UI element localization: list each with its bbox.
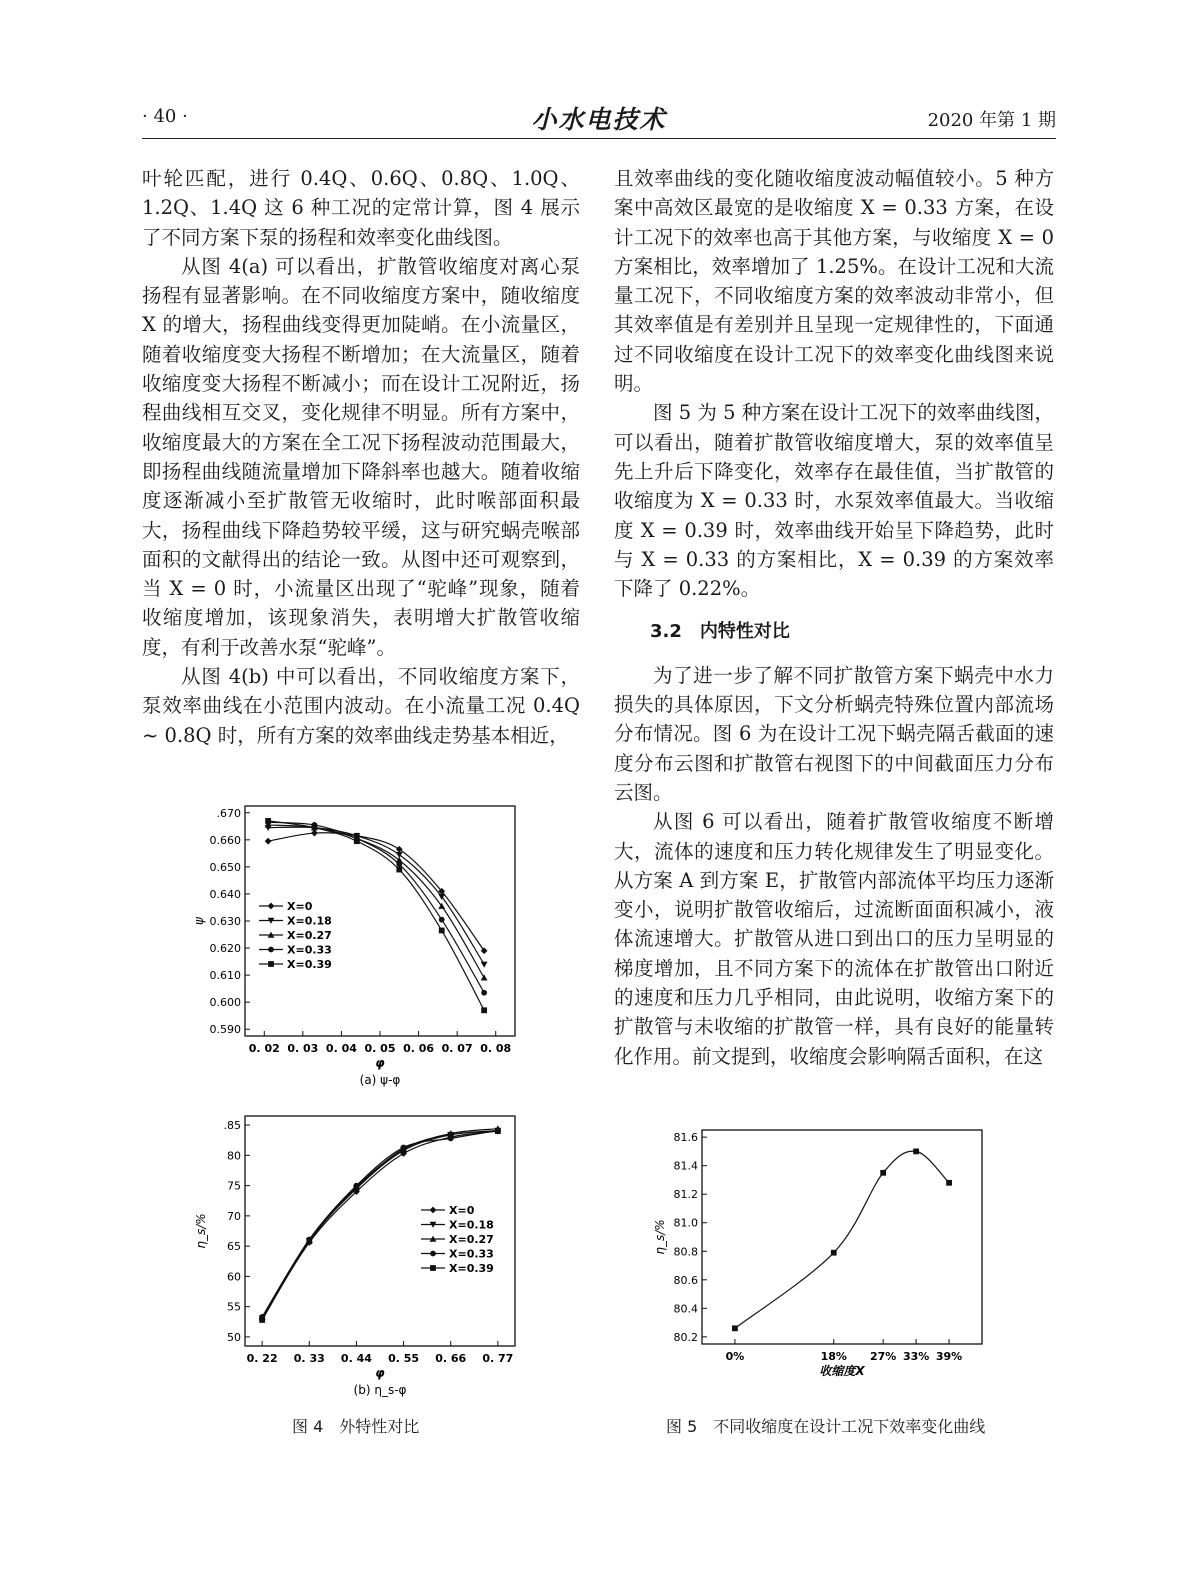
y-tick-label: 0.660 [209,833,241,847]
chart-title: (a) ψ-φ [359,1073,401,1087]
plot-frame [702,1130,982,1344]
data-point [354,1185,360,1191]
x-tick-label: 33% [902,1350,930,1363]
y-tick-label: 70 [227,1209,241,1223]
y-tick-label: 0.610 [209,969,241,983]
legend-label: X=0.33 [287,943,332,957]
x-tick-label: 27% [870,1350,897,1363]
chart-title: (b) η_s-φ [353,1383,407,1397]
y-tick-label: 50 [227,1330,241,1344]
journal-title: 小水电技术 [531,105,667,134]
data-point [306,1238,312,1244]
x-tick-label: 0. 55 [388,1352,420,1365]
y-tick-label: .85 [223,1119,241,1133]
section-heading: 3.2 内特性对比 [650,621,790,643]
x-tick-label: 0. 07 [441,1042,473,1055]
legend-label: X=0.39 [449,1262,494,1275]
legend-label: X=0.27 [287,929,332,942]
data-point [946,1180,952,1186]
y-tick-label: 80.4 [673,1302,698,1316]
data-point [439,928,445,934]
legend-label: X=0.18 [287,914,332,928]
y-tick-label: 0.630 [209,915,241,928]
y-tick-label: 0.650 [209,860,241,874]
y-tick-label: 0.620 [209,942,241,956]
y-axis-label: ψ [192,917,206,925]
x-tick-label: 0. 22 [246,1352,278,1365]
paragraph: 且效率曲线的变化随收缩度波动幅值较小。5 种方案中高效区最宽的是收缩度 X = 0.33 方案，在设计工况下的效率也高于其他方案，与收缩度 X = 0 方案相比，效率增加了 1.25%。在设计工况和大流量工况下，不同收缩度方案的效率波动非常小，但其效率值是有差别并且呈现一定规律性的，下面通过不同收缩度在设计工况下的效率变化曲线图来说明。 [614,167,1054,396]
legend-marker [430,1251,436,1257]
issue-label: 2020 年第 1 期 [927,110,1056,131]
y-tick-label: 55 [227,1300,241,1314]
right-column [614,164,1054,1071]
legend-marker [430,1265,436,1271]
x-tick-label: 0. 33 [293,1352,325,1365]
legend-marker [268,947,274,953]
x-axis-label: φ [375,1366,385,1380]
paragraph: 图 5 为 5 种方案在设计工况下的效率曲线图，可以看出，随着扩散管收缩度增大，泵的效率值呈先上升后下降变化，效率存在最佳值，当扩散管的收缩度为 X = 0.33 时，水泵效率值最大。当收缩度 X = 0.39 时，效率曲线开始呈下降趋势，此时与 X = 0.33 的方案相比，X = 0.39 的方案效率下降了 0.22%。 [614,401,1054,601]
x-tick-label: 0. 66 [435,1352,467,1365]
y-tick-label: 60 [227,1270,241,1284]
data-point [831,1250,837,1256]
x-tick-label: 18% [820,1350,847,1363]
data-point [448,1132,454,1138]
data-point [913,1149,919,1155]
legend-label: X=0.33 [449,1247,494,1261]
y-tick-label: 0.600 [209,996,241,1010]
x-tick-label: 0. 06 [403,1042,435,1055]
y-axis-label: η_s/% [653,1219,667,1255]
x-tick-label: 0% [725,1350,745,1363]
legend-marker [430,1207,437,1214]
paragraph: 从图 4(a) 可以看出，扩散管收缩度对离心泵扬程有显著影响。在不同收缩度方案中，随收缩度 X 的增大，扬程曲线变得更加陡峭。在小流量区，随着收缩度变大扬程不断增加；在大流量区，随着收缩度变大扬程不断减小；而在设计工况附近，扬程曲线相互交叉，变化规律不明显。所有方案中，收缩度最大的方案在全工况下扬程波动范围最大，即扬程曲线随流量增加下降斜率也越大。随着收缩度逐渐减小至扩散管无收缩时，此时喉部面积最大，扬程曲线下降趋势较平缓，这与研究蜗壳喉部面积的文献得出的结论一致。从图中还可观察到，当 X = 0 时，小流量区出现了“驼峰”现象，随着收缩度增加，该现象消失，表明增大扩散管收缩度，有利于改善水泵“驼峰”。 [142,254,580,659]
legend-label: X=0 [449,1204,475,1217]
data-point [396,846,403,853]
y-tick-label: 80.2 [673,1330,698,1344]
data-point [481,990,487,996]
data-point [880,1170,886,1176]
chart-efficiency-vs-contraction [640,1118,1000,1398]
paragraph: 为了进一步了解不同扩散管方案下蜗壳中水力损失的具体原因，下文分析蜗壳特殊位置内部流场分布情况。图 6 为在设计工况下蜗壳隔舌截面的速度分布云图和扩散管右视图下的中间截面压力分布云图。 [614,663,1054,804]
legend-label: X=0.18 [449,1218,494,1232]
legend-label: X=0.39 [287,958,332,971]
y-tick-label: 81.0 [673,1216,698,1230]
y-axis-label: η_s/% [194,1213,208,1249]
chart-efficiency [195,1100,535,1400]
y-tick-label: .670 [216,806,241,820]
data-point [732,1325,738,1331]
data-point [401,1146,407,1152]
x-tick-label: 0. 08 [480,1042,512,1055]
figure-5-caption: 图 5 不同收缩度在设计工况下效率变化曲线 [666,1417,986,1436]
legend-marker [268,961,274,967]
y-tick-label: 81.2 [673,1188,698,1202]
data-point [481,962,488,968]
legend-label: X=0.27 [449,1233,494,1246]
data-point [265,838,272,845]
data-point [481,1007,487,1013]
legend-label: X=0 [287,900,313,913]
data-point [354,838,360,844]
y-tick-label: 65 [227,1240,241,1254]
data-point [312,825,318,831]
y-tick-label: 0.640 [209,887,241,901]
figure-4-caption: 图 4 外特性对比 [292,1417,420,1436]
data-point [396,861,402,867]
x-tick-label: 0. 44 [340,1352,372,1365]
series-line [735,1151,949,1328]
page-number: · 40 · [142,106,188,127]
data-point [259,1317,265,1323]
x-tick-label: 0. 03 [287,1042,319,1055]
y-tick-label: 80 [227,1149,241,1163]
x-tick-label: 0. 05 [364,1042,396,1055]
left-column [142,164,580,750]
y-tick-label: 80.8 [673,1245,698,1259]
data-point [265,818,271,824]
y-tick-label: 81.4 [673,1159,698,1173]
x-tick-label: 0. 02 [248,1042,280,1055]
data-point [439,917,445,923]
y-tick-label: 75 [227,1179,241,1193]
paragraph: 从图 4(b) 中可以看出，不同收缩度方案下，泵效率曲线在小范围内波动。在小流量工况 0.4Q ~ 0.8Q 时，所有方案的效率曲线走势基本相近， [142,665,580,747]
page-header [142,98,1056,139]
paragraph: 从图 6 可以看出，随着扩散管收缩度不断增大，流体的速度和压力转化规律发生了明显变化。从方案 A 到方案 E，扩散管内部流体平均压力逐渐变小，说明扩散管收缩后，过流断面面积减小，液体流速增大。扩散管从进口到出口的压力呈明显的梯度增加，且不同方案下的流体在扩散管出口附近的速度和压力几乎相同，由此说明，收缩方案下的扩散管与未收缩的扩散管一样，具有良好的能量转化作用。前文提到，收缩度会影响隔舌面积，在这 [614,810,1054,1068]
x-tick-label: 0. 04 [325,1042,357,1055]
x-axis-label: 收缩度X [819,1364,865,1378]
chart-head-coefficient [192,790,535,1090]
y-tick-label: 80.6 [673,1273,698,1287]
legend-marker [268,903,275,910]
paragraph: 叶轮匹配，进行 0.4Q、0.6Q、0.8Q、1.0Q、1.2Q、1.4Q 这 6 种工况的定常计算，图 4 展示了不同方案下泵的扬程和效率变化曲线图。 [142,167,580,249]
x-tick-label: 39% [935,1350,963,1363]
y-tick-label: 0.590 [209,1023,241,1037]
data-point [396,867,402,873]
x-tick-label: 0. 77 [482,1352,514,1365]
x-axis-label: φ [375,1056,385,1070]
data-point [495,1128,501,1134]
data-point [481,974,488,980]
y-tick-label: 81.6 [673,1131,698,1145]
